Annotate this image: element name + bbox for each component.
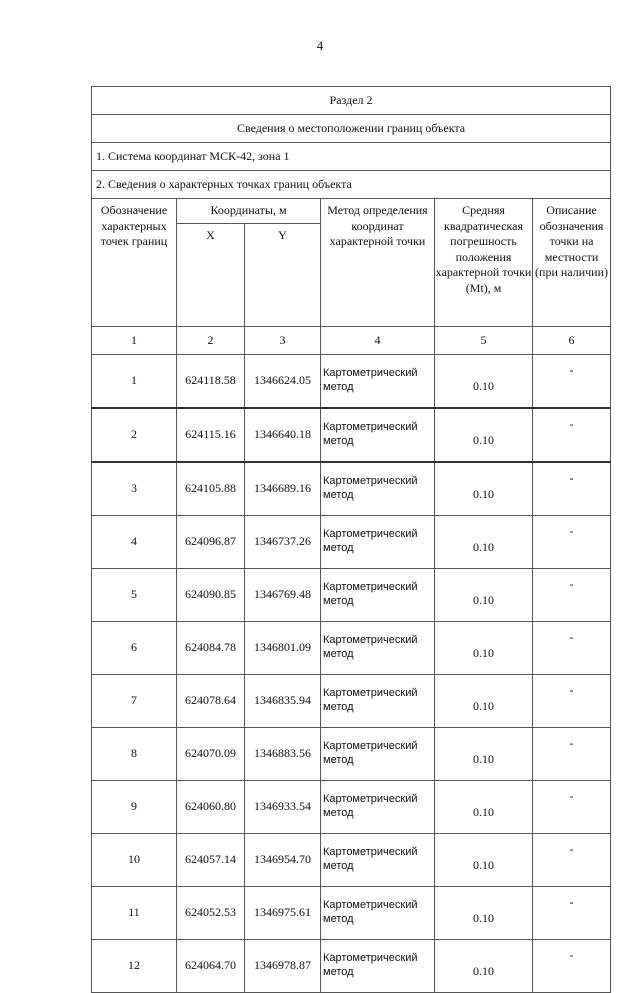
point-number: 1 bbox=[92, 355, 177, 409]
boundary-points-table bbox=[91, 86, 611, 993]
point-method: Картометрический метод bbox=[321, 408, 435, 462]
point-description: - bbox=[533, 728, 611, 781]
table-row bbox=[92, 781, 611, 834]
table-row bbox=[92, 622, 611, 675]
col-description-header: Описание обозначения точки на местности (при наличии) bbox=[533, 199, 611, 327]
coordinate-system: 1. Система координат МСК-42, зона 1 bbox=[92, 143, 611, 171]
point-error: 0.10 bbox=[435, 622, 533, 675]
point-number: 4 bbox=[92, 516, 177, 569]
point-y: 1346689.16 bbox=[245, 462, 321, 516]
point-number: 7 bbox=[92, 675, 177, 728]
column-numbers-row bbox=[92, 327, 611, 355]
point-method: Картометрический метод bbox=[321, 569, 435, 622]
point-method: Картометрический метод bbox=[321, 781, 435, 834]
point-number: 9 bbox=[92, 781, 177, 834]
point-y: 1346801.09 bbox=[245, 622, 321, 675]
table-row bbox=[92, 728, 611, 781]
point-description: - bbox=[533, 622, 611, 675]
col-coordinates-header: Координаты, м bbox=[177, 199, 321, 224]
column-number: 1 bbox=[92, 327, 177, 355]
column-number: 3 bbox=[245, 327, 321, 355]
point-error: 0.10 bbox=[435, 355, 533, 409]
point-x: 624084.78 bbox=[177, 622, 245, 675]
point-y: 1346835.94 bbox=[245, 675, 321, 728]
points-section-title: 2. Сведения о характерных точках границ объекта bbox=[92, 171, 611, 199]
point-y: 1346640.18 bbox=[245, 408, 321, 462]
point-error: 0.10 bbox=[435, 675, 533, 728]
point-x: 624118.58 bbox=[177, 355, 245, 409]
point-description: - bbox=[533, 887, 611, 940]
point-x: 624070.09 bbox=[177, 728, 245, 781]
column-number: 2 bbox=[177, 327, 245, 355]
table-row bbox=[92, 355, 611, 409]
point-y: 1346933.54 bbox=[245, 781, 321, 834]
column-number: 5 bbox=[435, 327, 533, 355]
table-row bbox=[92, 462, 611, 516]
point-error: 0.10 bbox=[435, 728, 533, 781]
point-error: 0.10 bbox=[435, 781, 533, 834]
point-x: 624057.14 bbox=[177, 834, 245, 887]
point-number: 2 bbox=[92, 408, 177, 462]
table-row bbox=[92, 940, 611, 993]
col-x-header: X bbox=[177, 224, 245, 327]
point-y: 1346954.70 bbox=[245, 834, 321, 887]
col-y-header: Y bbox=[245, 224, 321, 327]
point-x: 624096.87 bbox=[177, 516, 245, 569]
point-error: 0.10 bbox=[435, 940, 533, 993]
point-y: 1346883.56 bbox=[245, 728, 321, 781]
point-description: - bbox=[533, 355, 611, 409]
point-method: Картометрический метод bbox=[321, 622, 435, 675]
point-y: 1346978.87 bbox=[245, 940, 321, 993]
point-error: 0.10 bbox=[435, 887, 533, 940]
point-description: - bbox=[533, 408, 611, 462]
point-number: 5 bbox=[92, 569, 177, 622]
point-y: 1346624.05 bbox=[245, 355, 321, 409]
point-error: 0.10 bbox=[435, 408, 533, 462]
point-method: Картометрический метод bbox=[321, 728, 435, 781]
point-number: 6 bbox=[92, 622, 177, 675]
point-description: - bbox=[533, 516, 611, 569]
column-number: 6 bbox=[533, 327, 611, 355]
point-number: 3 bbox=[92, 462, 177, 516]
point-error: 0.10 bbox=[435, 569, 533, 622]
point-x: 624064.70 bbox=[177, 940, 245, 993]
col-method-header: Метод определения координат характерной точки bbox=[321, 199, 435, 327]
point-number: 10 bbox=[92, 834, 177, 887]
point-description: - bbox=[533, 462, 611, 516]
point-description: - bbox=[533, 834, 611, 887]
point-method: Картометрический метод bbox=[321, 516, 435, 569]
table-row bbox=[92, 569, 611, 622]
point-error: 0.10 bbox=[435, 462, 533, 516]
point-y: 1346975.61 bbox=[245, 887, 321, 940]
col-error-header: Средняя квадратическая погрешность положения характерной точки (Mt), м bbox=[435, 199, 533, 327]
point-method: Картометрический метод bbox=[321, 355, 435, 409]
point-description: - bbox=[533, 940, 611, 993]
point-description: - bbox=[533, 569, 611, 622]
point-y: 1346737.26 bbox=[245, 516, 321, 569]
page-number: 4 bbox=[316, 38, 324, 53]
section-title: Раздел 2 bbox=[92, 87, 611, 115]
point-number: 8 bbox=[92, 728, 177, 781]
point-x: 624078.64 bbox=[177, 675, 245, 728]
point-error: 0.10 bbox=[435, 834, 533, 887]
point-method: Картометрический метод bbox=[321, 834, 435, 887]
point-method: Картометрический метод bbox=[321, 462, 435, 516]
point-description: - bbox=[533, 781, 611, 834]
point-x: 624052.53 bbox=[177, 887, 245, 940]
point-error: 0.10 bbox=[435, 516, 533, 569]
point-method: Картометрический метод bbox=[321, 940, 435, 993]
point-x: 624115.16 bbox=[177, 408, 245, 462]
point-y: 1346769.48 bbox=[245, 569, 321, 622]
point-method: Картометрический метод bbox=[321, 887, 435, 940]
table-row bbox=[92, 516, 611, 569]
point-x: 624090.85 bbox=[177, 569, 245, 622]
section-subtitle: Сведения о местоположении границ объекта bbox=[92, 115, 611, 143]
point-x: 624060.80 bbox=[177, 781, 245, 834]
point-description: - bbox=[533, 675, 611, 728]
point-number: 11 bbox=[92, 887, 177, 940]
table-row bbox=[92, 887, 611, 940]
point-number: 12 bbox=[92, 940, 177, 993]
table-row bbox=[92, 408, 611, 462]
column-number: 4 bbox=[321, 327, 435, 355]
col-designation-header: Обозначение характерных точек границ bbox=[92, 199, 177, 327]
point-method: Картометрический метод bbox=[321, 675, 435, 728]
table-row bbox=[92, 834, 611, 887]
table-row bbox=[92, 675, 611, 728]
point-x: 624105.88 bbox=[177, 462, 245, 516]
